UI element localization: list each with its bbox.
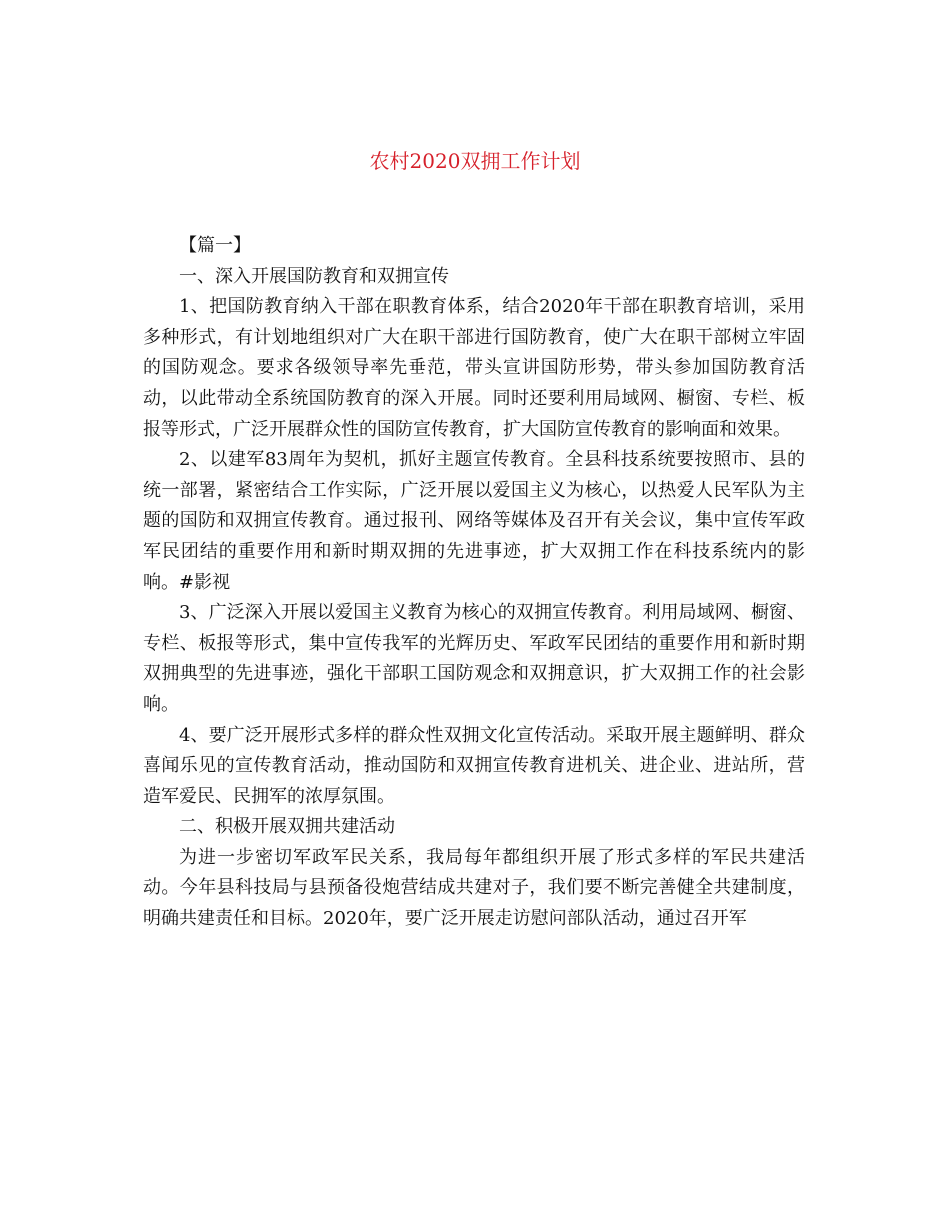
section-heading-2: 二、积极开展双拥共建活动 <box>179 816 395 838</box>
section-heading-1: 一、深入开展国防教育和双拥宣传 <box>179 265 449 287</box>
paragraph-5: 为进一步密切军政军民关系，我局每年都组织开展了形式多样的军民共建活动。今年县科技局与县预备役炮营结成共建对子，我们要不断完善健全共建制度，明确共建责任和目标。2020年，要广泛开展走访慰问部队活动，通过召开军 <box>143 846 805 930</box>
section-label: 【篇一】 <box>179 235 251 256</box>
paragraph-2: 2、以建军83周年为契机，抓好主题宣传教育。全县科技系统要按照市、县的统一部署，紧密结合工作实际，广泛开展以爱国主义为核心，以热爱人民军队为主题的国防和双拥宣传教育。通过报刊、网络等媒体及召开有关会议，集中宣传军政军民团结的重要作用和新时期双拥的先进事迹，扩大双拥工作在科技系统内的影响。#影视 <box>143 449 805 593</box>
paragraph-4: 4、要广泛开展形式多样的群众性双拥文化宣传活动。采取开展主题鲜明、群众喜闻乐见的宣传教育活动，推动国防和双拥宣传教育进机关、进企业、进站所，营造军爱民、民拥军的浓厚氛围。 <box>143 724 805 807</box>
paragraph-1: 1、把国防教育纳入干部在职教育体系，结合2020年干部在职教育培训，采用多种形式，有计划地组织对广大在职干部进行国防教育，使广大在职干部树立牢固的国防观念。要求各级领导率先垂范，带头宣讲国防形势，带头参加国防教育活动，以此带动全系统国防教育的深入开展。同时还要利用局域网、橱窗、专栏、板报等形式，广泛开展群众性的国防宣传教育，扩大国防宣传教育的影响面和效果。 <box>143 296 805 440</box>
document-title: 农村2020双拥工作计划 <box>369 149 581 173</box>
paragraph-3: 3、广泛深入开展以爱国主义教育为核心的双拥宣传教育。利用局域网、橱窗、专栏、板报等形式，集中宣传我军的光辉历史、军政军民团结的重要作用和新时期双拥典型的先进事迹，强化干部职工国防观念和双拥意识，扩大双拥工作的社会影响。 <box>143 602 805 715</box>
document-body <box>143 231 805 935</box>
